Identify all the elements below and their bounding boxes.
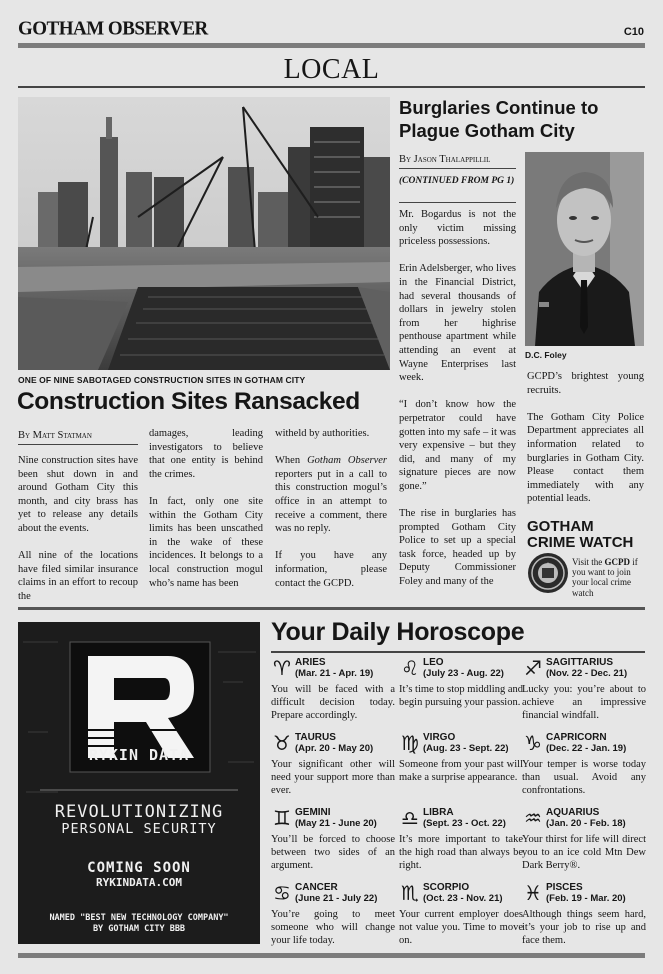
crime-watch-text: Visit the GCPD if you want to join your local crime watch <box>572 557 638 598</box>
section-divider <box>18 607 645 610</box>
sign-name: CANCER <box>295 882 338 893</box>
gemini-icon: ♊︎ <box>273 806 291 830</box>
dc-foley-portrait <box>525 152 644 346</box>
sign-name: PISCES <box>546 882 583 893</box>
section-rule <box>18 86 645 88</box>
portrait-caption: D.C. Foley <box>525 350 567 360</box>
aquarius-icon: ♒︎ <box>524 806 542 830</box>
sign-dates: (Apr. 20 - May 20) <box>295 743 374 754</box>
ad-award-2: BY GOTHAM CITY BBB <box>92 924 186 934</box>
paragraph: If you have any information, please contact the GCPD. <box>275 550 387 589</box>
sign-text: Your current employer does not value you. Time to move on. <box>399 909 523 946</box>
construction-byline: By Matt Statman <box>18 430 92 441</box>
sign-name: ARIES <box>295 657 326 668</box>
burglary-column-2 <box>527 370 644 520</box>
sign-name: GEMINI <box>295 807 331 818</box>
leo-icon: ♌︎ <box>401 656 419 680</box>
masthead: GOTHAM OBSERVER <box>18 17 208 40</box>
sign-name: TAURUS <box>295 732 336 743</box>
gcpd-badge-icon <box>527 552 569 594</box>
sign-dates: (Jan. 20 - Feb. 18) <box>546 818 626 829</box>
paragraph: Mr. Bogardus is not the only victim missing priceless possessions. <box>399 209 516 248</box>
ad-line-2: PERSONAL SECURITY <box>61 821 217 837</box>
paragraph: When Gotham Observer reporters put in a call to this construction mogul’s office in an attempt to receive a comment, there was no reply. <box>275 455 388 535</box>
photo-caption: ONE OF NINE SABOTAGED CONSTRUCTION SITES IN GOTHAM CITY <box>18 375 306 385</box>
sign-text: It’s time to stop middling and begin pursuing your passion. <box>399 684 523 708</box>
sign-dates: (May 21 - June 20) <box>295 818 377 829</box>
sign-text: Lucky you: you’re about to achieve an impressive financial windfall. <box>522 684 646 721</box>
byline-rule <box>399 168 516 169</box>
sign-dates: (Mar. 21 - Apr. 19) <box>295 668 374 679</box>
paragraph: In fact, only one site within the Gotham City limits has been unscathed in the wake of these incidences. It belongs to a local construction mogul who’s name has been <box>149 495 263 589</box>
sign-text: It’s more important to take the high road than always be right. <box>399 834 523 871</box>
ad-url[interactable]: RYKINDATA.COM <box>95 876 183 889</box>
ad-line-1: REVOLUTIONIZING <box>54 802 224 822</box>
paragraph: The Gotham City Police Department appreciates all information related to burglaries in Gotham City. Please contact them immediately with any potential leads. <box>527 411 644 505</box>
sign-dates: (Feb. 19 - Mar. 20) <box>546 893 626 904</box>
sign-name: SAGITTARIUS <box>546 657 614 668</box>
section-title: LOCAL <box>283 54 380 85</box>
horoscope-rule <box>271 651 645 653</box>
construction-column-2 <box>149 427 263 604</box>
construction-headline: Construction Sites Ransacked <box>17 388 360 415</box>
burglary-headline: Burglaries Continue to Plague Gotham City <box>399 97 599 141</box>
ad-award-1: NAMED "BEST NEW TECHNOLOGY COMPANY" <box>49 913 229 923</box>
rykin-data-advertisement <box>18 622 260 944</box>
sagittarius-icon: ♐︎ <box>524 656 542 680</box>
paragraph: damages, leading investigators to believe that one entity is behind the crimes. <box>149 428 263 480</box>
sign-name: SCORPIO <box>423 882 470 893</box>
sign-text: Although things seem hard, it’s your job to rise up and face them. <box>522 909 646 946</box>
sign-dates: (Nov. 22 - Dec. 21) <box>546 668 628 679</box>
sign-dates: (Oct. 23 - Nov. 21) <box>423 893 503 904</box>
burglary-column-1 <box>399 208 516 602</box>
burglary-byline: By Jason Thalappillil <box>399 154 491 165</box>
cancer-icon: ♋︎ <box>273 881 291 905</box>
sign-dates: (June 21 - July 22) <box>295 893 378 904</box>
sign-name: LIBRA <box>423 807 454 818</box>
virgo-icon: ♍︎ <box>401 731 419 755</box>
sign-dates: (Dec. 22 - Jan. 19) <box>546 743 627 754</box>
pisces-icon: ♓︎ <box>524 881 542 905</box>
sign-text: Your thirst for life will direct you to an ice cold Mtn Dew Dark Berry®. <box>522 834 646 871</box>
sign-text: Someone from your past will make a surprise appearance. <box>399 759 523 783</box>
byline-rule <box>18 444 138 445</box>
construction-site-photo <box>18 97 390 370</box>
paragraph: Erin Adelsberger, who lives in the Financial District, had several thousands of dollars in jewelry stolen from her highrise penthouse apartment while attending an event at Wayne Enterprises last week. <box>399 263 516 384</box>
sign-name: CAPRICORN <box>546 732 607 743</box>
continued-note: (CONTINUED FROM PG 1) <box>399 176 515 186</box>
paragraph: GCPD’s brightest young recruits. <box>527 371 644 396</box>
construction-column-3 <box>275 427 387 604</box>
page-number: C10 <box>623 26 644 38</box>
header-rule <box>18 43 645 48</box>
ad-coming-soon: COMING SOON <box>87 860 191 876</box>
paragraph: The rise in burglaries has prompted Gotham City Police to set up a special task force, headed up by Deputy Commissioner Foley and many of the <box>399 508 516 588</box>
taurus-icon: ♉︎ <box>273 731 291 755</box>
crime-watch-title: GOTHAM CRIME WATCH <box>527 518 634 551</box>
paragraph: witheld by authorities. <box>275 428 370 439</box>
sign-text: You’re going to meet someone who will change your life today. <box>271 909 395 946</box>
sign-text: Your temper is worse today than usual. Avoid any confrontations. <box>522 759 646 796</box>
sign-dates: (Aug. 23 - Sept. 22) <box>423 743 509 754</box>
paragraph: All nine of the locations have filed similar insurance claims in an effort to recoup the <box>18 550 138 602</box>
ad-brand: RYKIN DATA <box>88 746 190 764</box>
sign-text: Your significant other will need your support more than ever. <box>271 759 395 796</box>
sign-text: You’ll be forced to choose between two sides of an argument. <box>271 834 395 871</box>
sign-dates: (Sept. 23 - Oct. 22) <box>423 818 506 829</box>
scorpio-icon: ♏︎ <box>401 881 419 905</box>
continued-rule <box>399 202 516 203</box>
sign-name: LEO <box>423 657 444 668</box>
libra-icon: ♎︎ <box>401 806 419 830</box>
sign-name: AQUARIUS <box>546 807 600 818</box>
aries-icon: ♈︎ <box>273 656 291 680</box>
sign-text: You will be faced with a difficult decision today. Prepare accordingly. <box>271 684 395 721</box>
paragraph: “I don’t know how the perpetrator could have gotten into my safe – it was very expensive – but they did, and many of my signature pieces are now gone.” <box>399 399 516 492</box>
construction-column-1 <box>18 454 138 617</box>
capricorn-icon: ♑︎ <box>524 731 542 755</box>
paragraph: Nine construction sites have been shut down in and around Gotham City this month, and city brass has yet to release any details about the events. <box>18 455 138 534</box>
sign-name: VIRGO <box>423 732 456 743</box>
sign-dates: (July 23 - Aug. 22) <box>423 668 504 679</box>
footer-rule <box>18 953 645 958</box>
horoscope-title: Your Daily Horoscope <box>271 618 525 646</box>
